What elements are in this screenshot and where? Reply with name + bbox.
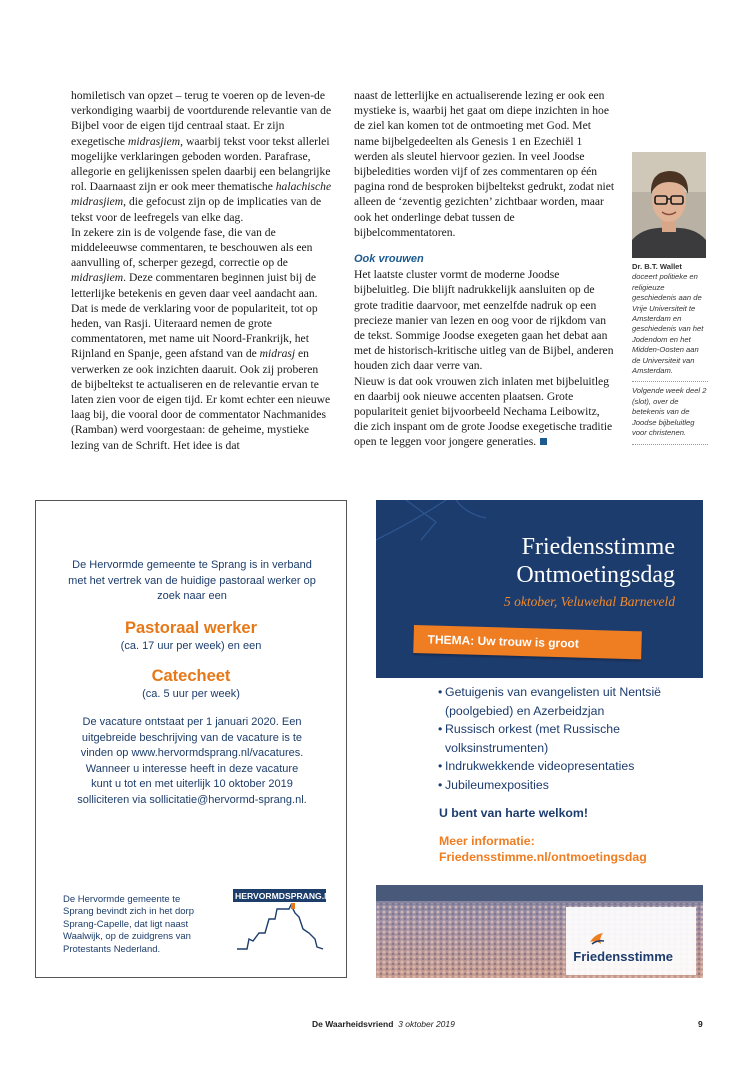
dove-icon (589, 932, 605, 946)
brand-name: Friedensstimme (573, 949, 673, 964)
ad-intro: De Hervormde gemeente te Sprang is in verband met het vertrek van de huidige pastoraal werker op zoek naar een (68, 559, 316, 602)
italic-term: midrasj (259, 347, 296, 361)
list-item: • Russisch orkest (met Russische volksinstrumenten) (438, 720, 698, 757)
more-info (439, 833, 647, 865)
ad-title: Friedensstimme (521, 534, 675, 560)
program-list (438, 683, 698, 794)
article-text: , waarbij tekst voor tekst allerlei mogelijke verklaringen geboden worden. Parafrase, allegorie en gelijkenissen spelen daarbij een belangrijke rol. Daarnaast zijn er ook meer thematische (71, 134, 331, 194)
position-hours: (ca. 17 uur per week) en een (120, 640, 262, 652)
article-text: homiletisch van opzet – terug te voeren op de leven-de verkondiging waarbij de voortdurende relevantie van de Bijbel voor de eigen tijd centraal staat. Er zijn exegetische (71, 89, 332, 148)
next-week-note: Volgende week deel 2 (slot), over de betekenis van de Joodse bijbeluitleg voor christenen. (632, 386, 707, 438)
article-text: Nieuw is dat ook vrouwen zich inlaten met bijbeluitleg en daarbij ook nieuwe accenten plaatsen. Grote populariteit geniet bijvoorbeeld Nechama Leibowitz, die zich inspant om de grote Joodse exegetische traditie open te leggen voor jongere generaties. (354, 374, 613, 449)
welcome-text: U bent van harte welkom! (439, 806, 588, 820)
italic-term: halachische midrasjiem (71, 180, 332, 209)
more-info-link[interactable]: Friedensstimme.nl/ontmoetingsdag (439, 850, 647, 864)
subheading: Ook vrouwen (354, 253, 424, 266)
list-item: • Jubileumexposities (438, 776, 698, 795)
article-paragraph: Het laatste cluster vormt de moderne Joodse bijbeluitleg. Die blijft nadrukkelijk aansluiten op de grote traditie daarvoor, met eenzelfde nadruk op een precieze manier van lezen en oog voor de rijkdom van de tekst. Sommige Joodse exegeten gaan het debat aan met de historisch-kritische uitleg van de Bijbel, anderen houden zich daar verre van. (354, 268, 614, 373)
author-name: Dr. B.T. Wallet (632, 262, 682, 271)
more-info-label: Meer informatie: (439, 834, 535, 848)
divider (632, 444, 708, 445)
article-text: . Deze commentaren beginnen juist bij de letterlijke betekenis en geven daar veel aandacht aan. Dat is mede de verklaring voor de populariteit, tot op heden, van Rasji. Uiteraard nemen de grote commentatoren, met name uit Noord-Frankrijk, het Rijnland en Spanje, geen afstand van de (71, 271, 318, 361)
publication-name: De Waarheidsvriend (312, 1019, 394, 1029)
article-paragraph (71, 88, 332, 453)
event-date: 5 oktober, Veluwehal Barneveld (504, 594, 675, 609)
article-text: en verwerken ze ook inzichten daaruit. Ook zij proberen de bijbeltekst te actualiseren en de relevantie ervan te laten zien voor de eigen tijd. Er komt echter een nieuwe laag bij, die vooral door de commentator Nachmanides (Ramban) werd voorgestaan: de geheime, mystieke lezing van de Schrift. Het idee is dat (71, 347, 331, 452)
vacancy-ad (35, 500, 347, 978)
thema-banner: THEMA: Uw trouw is groot (413, 625, 642, 659)
list-item: • Getuigenis van evangelisten uit Nentsië (poolgebied) en Azerbeidzjan (438, 683, 698, 720)
publication-date: 3 oktober 2019 (398, 1019, 455, 1029)
publication-footer (312, 1019, 455, 1029)
page-number: 9 (698, 1019, 703, 1029)
crowd-photo (376, 885, 703, 978)
friedensstimme-ad (376, 500, 703, 978)
article-column-1 (71, 88, 332, 453)
ad-footer: De Hervormde gemeente te Sprang bevindt zich in het dorp Sprang-Capelle, dat ligt naast Waalwijk, op de zuidgrens van Protestants Nederland. (63, 894, 194, 955)
list-item: • Indrukwekkende videopresentaties (438, 757, 698, 776)
author-bio: doceert politieke en religieuze geschiedenis aan de Vrije Universiteit te Amsterdam en geschiedenis van het Jodendom en het Midden-Oosten aan de Universiteit van Amsterdam. (632, 272, 704, 376)
ad-title: Ontmoetingsdag (516, 562, 675, 588)
author-caption (632, 262, 708, 449)
italic-term: midrasjiem (71, 271, 124, 285)
article-text: In zekere zin is de volgende fase, die van de middeleeuwse commentaren, te beschouwen als een aanvulling of, scherper gezegd, correctie op de (71, 225, 313, 270)
position-title: Catecheet (151, 667, 231, 685)
end-mark-icon (540, 438, 547, 445)
position-title: Pastoraal werker (124, 619, 258, 637)
divider (632, 381, 708, 382)
logo-text: HERVORMDSPRANG.NL (235, 891, 326, 901)
hervormdsprang-logo (233, 889, 326, 955)
article-text: , die gefocust zijn op de implicaties van de tekst voor de leefregels van elke dag. (71, 195, 322, 224)
article-paragraph (354, 374, 616, 450)
article-column-2 (354, 88, 616, 450)
author-photo (632, 152, 706, 258)
article-paragraph: naast de letterlijke en actualiserende lezing er ook een mystieke is, waarbij het gaat om diepe inzichten in hoe de ziel kan komen tot de ontmoeting met God. Met name bijbelgedeelten als Genesis 1 en Ezechiël 1 werden als sleutel hiervoor gezien. In veel Joodse bijbeledities worden vijf of zes commentaren op één pagina rond de besproken bijbeltekst gedrukt, zodat niet alleen de ‘zeventig gezichten’ zichtbaar worden, maar ook het onderlinge debat tussen de bijbelcommentatoren. (354, 89, 615, 239)
italic-term: midrasjiem (127, 134, 181, 148)
position-hours: (ca. 5 uur per week) (142, 688, 240, 700)
ad-body: De vacature ontstaat per 1 januari 2020. Een uitgebreide beschrijving van de vacature is te vinden op www.hervormdsprang.nl/vacatures. Wanneer u interesse heeft in deze vacature kunt u tot en met uiterlijk 10 oktober 2019 solliciteren via sollicitatie@hervormd-sprang.nl. (77, 716, 307, 806)
